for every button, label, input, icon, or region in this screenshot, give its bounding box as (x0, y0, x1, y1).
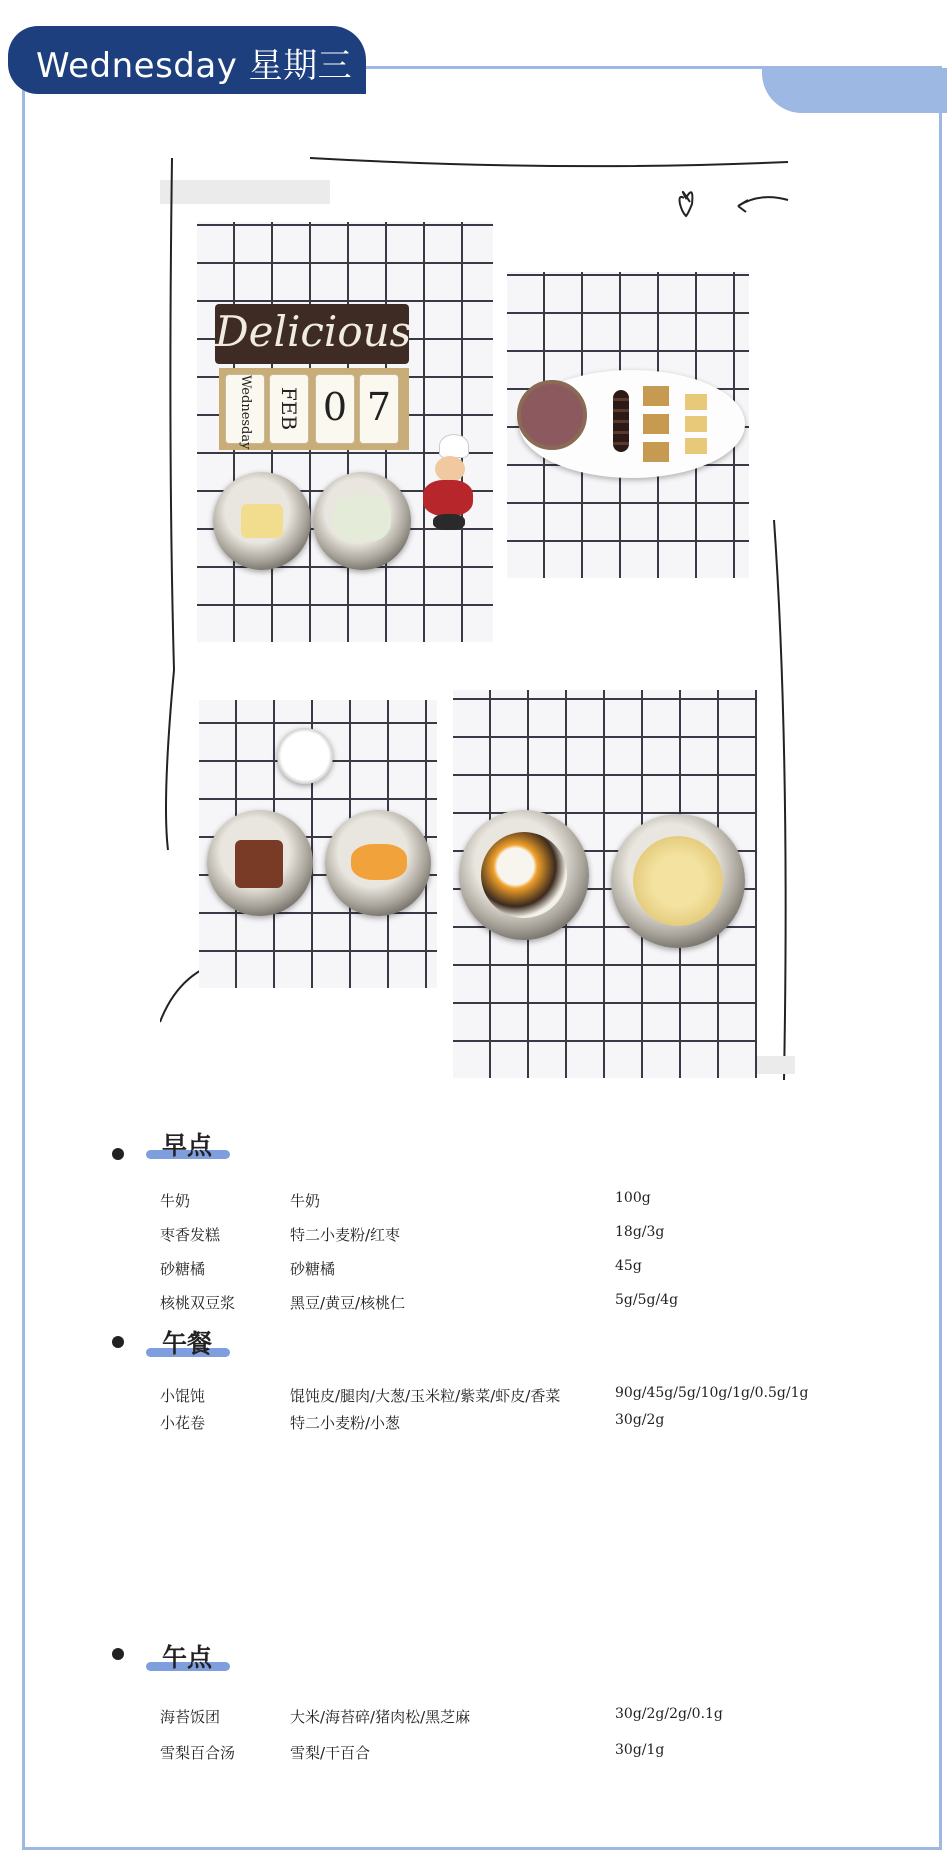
photo-snacks (199, 700, 437, 988)
ingredients: 特二小麦粉/红枣 (290, 1226, 401, 1244)
bowl-pear-soup (611, 814, 745, 948)
amount: 90g/45g/5g/10g/1g/0.5g/1g (615, 1385, 809, 1401)
dish-name: 小馄饨 (160, 1387, 206, 1405)
date-tag-day-2: 7 (359, 374, 399, 444)
section-title: 早点 (162, 1131, 213, 1160)
amount: 100g (615, 1190, 651, 1206)
photo-nut-plate (507, 272, 749, 578)
bullet (112, 1148, 124, 1160)
dish-name: 核桃双豆浆 (160, 1294, 236, 1312)
amount: 30g/1g (615, 1742, 665, 1758)
ingredients: 大米/海苔碎/猪肉松/黑芝麻 (290, 1708, 471, 1726)
soy-milk-cup (517, 380, 587, 450)
corner-decoration (762, 68, 947, 113)
page-title: Wednesday 星期三 (36, 46, 353, 86)
photo-collage (160, 150, 800, 1080)
bowl-date-cake (207, 810, 313, 916)
amount: 5g/5g/4g (615, 1292, 679, 1308)
bowl-sponge-cake (213, 472, 311, 570)
section-title: 午餐 (162, 1329, 213, 1358)
ingredients: 黑豆/黄豆/核桃仁 (290, 1294, 406, 1312)
dish-name: 枣香发糕 (160, 1226, 221, 1244)
ingredients: 牛奶 (290, 1192, 321, 1210)
black-beans (613, 390, 629, 452)
dish-name: 雪梨百合汤 (160, 1744, 236, 1762)
chef-figurine (413, 434, 479, 534)
photo-breakfast (197, 222, 493, 642)
date-tag-day-1: 0 (315, 374, 355, 444)
bowl-rice-ball (459, 810, 589, 940)
dish-name: 小花卷 (160, 1414, 206, 1432)
amount: 18g/3g (615, 1224, 665, 1240)
bowl-wonton (313, 472, 411, 570)
date-tag-weekday: Wednesday (225, 374, 265, 444)
soybeans (685, 394, 707, 454)
amount: 30g/2g/2g/0.1g (615, 1706, 723, 1722)
ingredients: 馄饨皮/腿肉/大葱/玉米粒/紫菜/虾皮/香菜 (290, 1387, 561, 1405)
sign-delicious: Delicious (215, 304, 409, 364)
dish-name: 海苔饭团 (160, 1708, 221, 1726)
photo-lunch (453, 690, 757, 1078)
bullet (112, 1648, 124, 1660)
date-tag-month: FEB (269, 374, 309, 444)
ingredients: 特二小麦粉/小葱 (290, 1414, 401, 1432)
section-title: 午点 (162, 1643, 213, 1672)
amount: 30g/2g (615, 1412, 665, 1428)
bullet (112, 1336, 124, 1348)
bowl-orange (325, 810, 431, 916)
dish-name: 牛奶 (160, 1192, 191, 1210)
walnuts (643, 386, 669, 462)
amount: 45g (615, 1258, 642, 1274)
ingredients: 雪梨/干百合 (290, 1744, 371, 1762)
cup-milk (277, 728, 333, 784)
dish-name: 砂糖橘 (160, 1260, 206, 1278)
ingredients: 砂糖橘 (290, 1260, 336, 1278)
